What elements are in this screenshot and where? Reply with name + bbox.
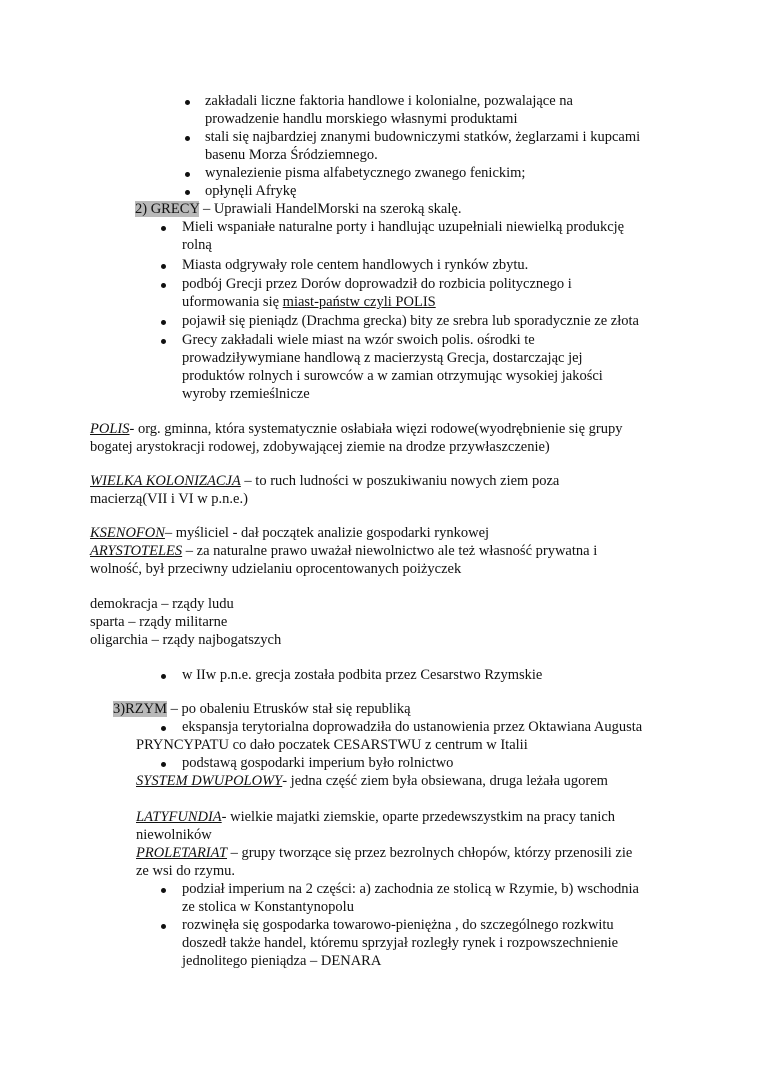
- text-line: produktów rolnych i surowców a w zamian otrzymując wysokiej jakości: [182, 368, 603, 384]
- section-heading-rome: [113, 700, 411, 718]
- text-line: Grecy zakładali wiele miast na wzór swoich polis. ośrodki te: [182, 332, 535, 348]
- definition-arystoteles: [90, 542, 597, 560]
- text-line: macierzą(VII i VI w p.n.e.): [90, 491, 248, 507]
- bullet: [161, 339, 166, 344]
- term: POLIS: [90, 421, 130, 437]
- text-span: - org. gminna, która systematycznie osłabiała więzi rodowe(wyodrębnienie się grupy: [129, 421, 623, 437]
- bullet: [185, 136, 190, 141]
- heading-text: – Uprawiali HandelMorski na szeroką skalę.: [199, 201, 462, 217]
- text-span: - jedna część ziem była obsiewana, druga leżała ugorem: [282, 773, 608, 789]
- text-span: – myśliciel - dał początek analizie gospodarki rynkowej: [164, 525, 490, 541]
- text-line: Mieli wspaniałe naturalne porty i handlując uzupełniali niewielką produkcję: [182, 219, 625, 235]
- bullet: [161, 320, 166, 325]
- regime-line: demokracja – rządy ludu: [90, 596, 234, 612]
- term: ARYSTOTELES: [90, 543, 183, 559]
- text-line: rozwinęła się gospodarka towarowo-pieniężna , do szczególnego rozkwitu: [182, 917, 614, 933]
- text-line: basenu Morza Śródziemnego.: [205, 147, 378, 163]
- text-line: podstawą gospodarki imperium było rolnictwo: [182, 755, 454, 771]
- text-line: wyroby rzemieślnicze: [182, 386, 310, 402]
- text-line: doszedł także handel, któremu sprzyjał rozległy rynek i rozpowszechnienie: [182, 935, 619, 951]
- definition-proletariat: [136, 844, 632, 862]
- text-line: podział imperium na 2 części: a) zachodnia ze stolicą w Rzymie, b) wschodnia: [182, 881, 639, 897]
- bullet: [185, 172, 190, 177]
- text-span: – grupy tworzące się przez bezrolnych chłopów, którzy przenosili zie: [227, 845, 633, 861]
- bullet: [161, 726, 166, 731]
- text-line: opłynęli Afrykę: [205, 183, 297, 199]
- text-line: prowadzenie handlu morskiego własnymi produktami: [205, 111, 518, 127]
- text-line: niewolników: [136, 827, 212, 843]
- definition-wielka-kolonizacja: [90, 472, 559, 490]
- text-line: bogatej arystokracji rodowej, zdobywającej ziemie na drodze przywłaszczenie): [90, 439, 550, 455]
- bullet: [185, 190, 190, 195]
- text-line: wynalezienie pisma alfabetycznego zwanego fenickim;: [205, 165, 526, 181]
- text-line: ekspansja terytorialna doprowadziła do ustanowienia przez Oktawiana Augusta: [182, 719, 643, 735]
- text-line: podbój Grecji przez Dorów doprowadził do rozbicia politycznego i: [182, 276, 572, 292]
- definition-polis: [90, 420, 622, 438]
- polis-link: miast-państw czyli POLIS: [282, 294, 436, 310]
- text-span: - wielkie majatki ziemskie, oparte przedewszystkim na pracy tanich: [221, 809, 616, 825]
- definition-system-dwupolowy: [136, 772, 608, 790]
- bullet: [161, 924, 166, 929]
- text-span: – to ruch ludności w poszukiwaniu nowych ziem poza: [240, 473, 560, 489]
- text-span: – za naturalne prawo uważał niewolnictwo ale też własność prywatna i: [182, 543, 598, 559]
- regime-line: sparta – rządy militarne: [90, 614, 228, 630]
- text-line: [182, 293, 436, 311]
- text-line: jednolitego pieniądza – DENARA: [182, 953, 382, 969]
- text-line: rolną: [182, 237, 212, 253]
- regime-line: oligarchia – rządy najbogatszych: [90, 632, 282, 648]
- bullet: [161, 283, 166, 288]
- term: SYSTEM DWUPOLOWY: [136, 773, 283, 789]
- definition-ksenofon: [90, 524, 489, 542]
- bullet: [161, 762, 166, 767]
- term: PROLETARIAT: [136, 845, 228, 861]
- section-heading-greece: [135, 200, 461, 218]
- text-line: pojawił się pieniądz (Drachma grecka) bity ze srebra lub sporadycznie ze złota: [182, 313, 639, 329]
- text-line: ze stolica w Konstantynopolu: [182, 899, 354, 915]
- text-line: Miasta odgrywały role centem handlowych i rynków zbytu.: [182, 257, 529, 273]
- definition-latyfundia: [136, 808, 615, 826]
- text-line: stali się najbardziej znanymi budowniczymi statków, żeglarzami i kupcami: [205, 129, 641, 145]
- bullet: [161, 264, 166, 269]
- bullet: [161, 674, 166, 679]
- text-span: uformowania się: [182, 294, 283, 310]
- text-line: w IIw p.n.e. grecja została podbita przez Cesarstwo Rzymskie: [182, 667, 543, 683]
- term: KSENOFON: [90, 525, 165, 541]
- bullet: [185, 100, 190, 105]
- heading-text: – po obaleniu Etrusków stał się republiką: [166, 701, 411, 717]
- text-line: wolność, był przeciwny udzielaniu oprocentowanych poiżyczek: [90, 561, 462, 577]
- bullet: [161, 888, 166, 893]
- bullet: [161, 226, 166, 231]
- term: LATYFUNDIA: [136, 809, 222, 825]
- text-line: ze wsi do rzymu.: [136, 863, 236, 879]
- text-line: zakładali liczne faktoria handlowe i kolonialne, pozwalające na: [205, 93, 573, 109]
- highlighted-heading: 2) GRECY: [135, 201, 200, 217]
- text-line: prowadziływymiane handlową z macierzystą Grecja, dostarczając jej: [182, 350, 583, 366]
- text-line: PRYNCYPATU co dało poczatek CESARSTWU z centrum w Italii: [136, 737, 528, 753]
- term: WIELKA KOLONIZACJA: [90, 473, 241, 489]
- highlighted-heading: 3)RZYM: [113, 701, 167, 717]
